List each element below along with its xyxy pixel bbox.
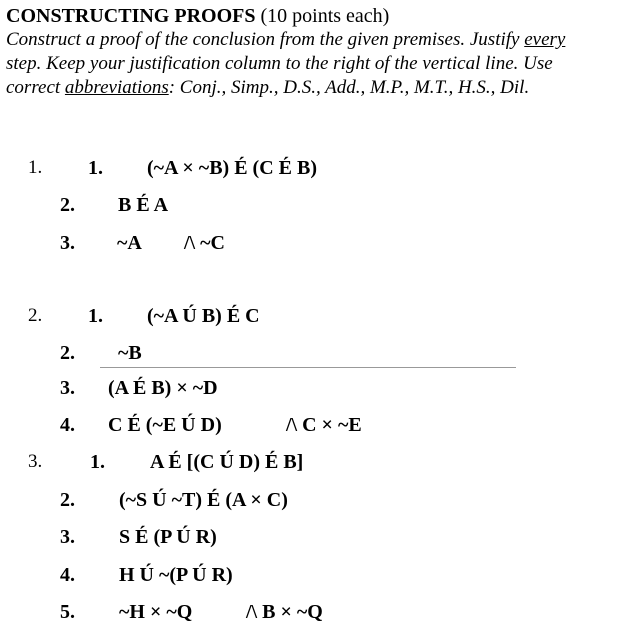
line-number: 3. — [60, 232, 75, 254]
premise-statement: (A É B) × ~D — [108, 377, 218, 399]
instructions-underlined-abbreviations: abbreviations — [64, 77, 169, 98]
instructions-text-3a: correct — [6, 77, 65, 98]
instructions-line-2: step. Keep your justification column to the right of the vertical line. Use — [6, 53, 553, 74]
premise-divider-line — [100, 367, 516, 368]
section-title-points: (10 points each) — [255, 5, 390, 27]
instructions-text-1: Construct a proof of the conclusion from the given premises. Justify — [6, 29, 525, 50]
problem-number: 1. — [28, 157, 43, 178]
line-number: 1. — [88, 157, 103, 179]
instructions-line-1 — [6, 28, 628, 52]
premise-statement: (~S Ú ~T) É (A × C) — [119, 489, 288, 511]
premise-statement: ~B — [118, 342, 142, 364]
instructions-text-3b: : Conj., Simp., D.S., Add., M.P., M.T., H.S., Dil. — [168, 77, 530, 98]
premise-statement: B É A — [118, 194, 169, 216]
premise-statement: C É (~E Ú D) — [108, 414, 222, 436]
premise-statement: S É (P Ú R) — [119, 526, 217, 548]
premise-statement: ~A — [117, 232, 142, 254]
premise-statement: ~H × ~Q — [119, 601, 193, 623]
line-number: 1. — [88, 305, 103, 327]
line-number: 4. — [60, 414, 75, 436]
line-number: 4. — [60, 564, 75, 586]
line-number: 1. — [90, 451, 105, 473]
instructions-line-3 — [6, 76, 628, 100]
conclusion: /\ B × ~Q — [246, 601, 323, 623]
premise-statement: A É [(C Ú D) É B] — [150, 451, 304, 473]
conclusion: /\ ~C — [184, 232, 225, 254]
line-number: 2. — [60, 489, 75, 511]
section-title — [6, 4, 628, 28]
instructions-underlined-every: every — [524, 29, 566, 50]
line-number: 3. — [60, 377, 75, 399]
section-title-bold: CONSTRUCTING PROOFS — [6, 5, 256, 27]
line-number: 3. — [60, 526, 75, 548]
line-number: 2. — [60, 194, 75, 216]
line-number: 5. — [60, 601, 75, 623]
premise-statement: (~A Ú B) É C — [147, 305, 260, 327]
premise-statement: H Ú ~(P Ú R) — [119, 564, 233, 586]
premise-statement: (~A × ~B) É (C É B) — [147, 157, 317, 179]
line-number: 2. — [60, 342, 75, 364]
instructions-header — [6, 4, 628, 100]
problem-number: 2. — [28, 305, 43, 326]
problem-number: 3. — [28, 451, 43, 472]
conclusion: /\ C × ~E — [286, 414, 362, 436]
